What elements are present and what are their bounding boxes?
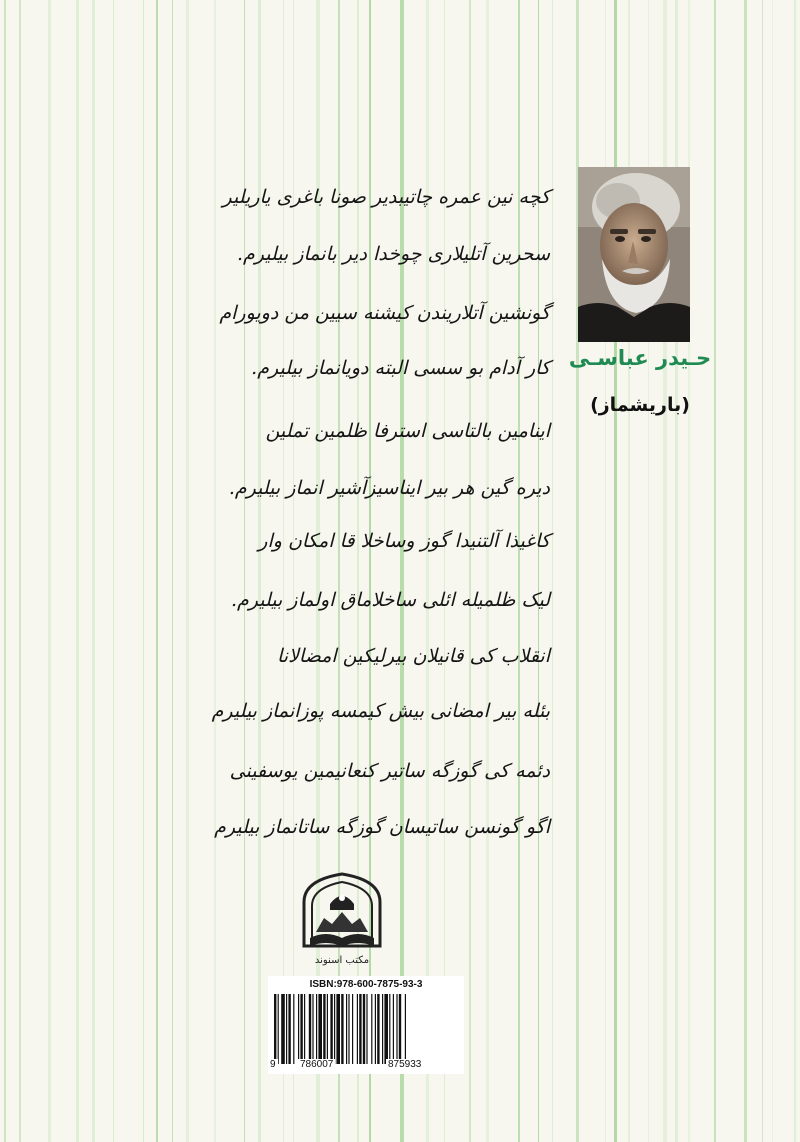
barcode-bar xyxy=(312,994,313,1064)
barcode-bar xyxy=(327,994,328,1064)
barcode-bar xyxy=(382,994,383,1064)
poem-line: لیک ظلمیله ائلی ساخلاماق اولماز بیلیرم. xyxy=(230,589,550,611)
poem-line: انقلاب کی قانیلان بیرلیکین امضالانا xyxy=(277,645,550,667)
poem-line: اگو گونسن ساتیسان گوزگه ساتانماز بیلیرم xyxy=(214,816,550,838)
background-stripe xyxy=(244,0,245,1142)
background-stripe xyxy=(762,0,763,1142)
background-stripe xyxy=(744,0,747,1142)
background-stripe xyxy=(469,0,471,1142)
barcode-bar xyxy=(384,994,388,1064)
barcode-bar xyxy=(334,994,335,1064)
background-stripe xyxy=(48,0,51,1142)
background-stripe xyxy=(400,0,404,1142)
barcode-bar xyxy=(357,994,358,1064)
barcode-bar xyxy=(363,994,365,1064)
background-stripe xyxy=(186,0,189,1142)
background-stripe xyxy=(258,0,261,1142)
background-stripe xyxy=(113,0,114,1142)
barcode-bar xyxy=(396,994,397,1064)
poem-line: اینامین بالتاسی استرفا ظلمین تملین xyxy=(265,420,550,442)
background-stripe xyxy=(76,0,79,1142)
barcode-bar xyxy=(316,994,317,1064)
barcode-digit-prefix: 9 xyxy=(270,1059,276,1070)
background-stripe xyxy=(486,0,489,1142)
background-stripe xyxy=(772,0,773,1142)
poem-line: کاغیذا آلتنیدا گوز وساخلا قا امکان وار xyxy=(258,530,550,552)
barcode-bar xyxy=(336,994,340,1064)
barcode-bar xyxy=(371,994,372,1064)
background-stripe xyxy=(143,0,144,1142)
barcode-bar xyxy=(399,994,401,1064)
publisher-logo-text: مکتب اسنوند xyxy=(314,955,370,966)
barcode-bar xyxy=(286,994,287,1064)
barcode-bar xyxy=(377,994,379,1064)
background-stripe xyxy=(4,0,6,1142)
poem-line: کار آدام بو سسی البته دویانماز بیلیرم. xyxy=(251,357,550,379)
barcode-bar xyxy=(346,994,347,1064)
barcode-bar xyxy=(375,994,376,1064)
poem-line: گونشین آتلاریندن کیشنه سیین من دویورام xyxy=(219,302,550,324)
barcode-bar xyxy=(281,994,285,1064)
poem-line: دئمه کی گوزگه ساتیر کنعانیمین یوسفینی xyxy=(229,760,550,782)
barcode-digits-group1: 786007 xyxy=(300,1059,334,1070)
poem-line: دیره گین هر بیر ایناسیزآشیر انماز بیلیرم. xyxy=(228,477,550,499)
barcode-bar xyxy=(274,994,276,1064)
barcode-bar xyxy=(278,994,279,1064)
background-stripe xyxy=(518,0,520,1142)
author-name: حـیدر عباسـی xyxy=(568,346,712,370)
barcode xyxy=(268,976,464,1074)
background-stripe xyxy=(156,0,158,1142)
background-stripe xyxy=(426,0,429,1142)
barcode-digits-group2: 875933 xyxy=(388,1059,422,1070)
author-pen-name: (باریشماز) xyxy=(590,394,690,416)
poem-line: سحرین آتلیلاری چوخدا دیر بانماز بیلیرم. xyxy=(236,243,550,265)
barcode-bar xyxy=(318,994,322,1064)
barcode-bar xyxy=(393,994,394,1064)
barcode-bar xyxy=(366,994,367,1064)
background-stripe xyxy=(552,0,553,1142)
barcode-bar xyxy=(288,994,290,1064)
background-stripe xyxy=(214,0,216,1142)
barcode-bars xyxy=(274,994,458,1064)
background-stripe xyxy=(92,0,95,1142)
background-stripe xyxy=(19,0,21,1142)
isbn-label: ISBN:978-600-7875-93-3 xyxy=(309,979,423,990)
barcode-bar xyxy=(359,994,361,1064)
background-stripe xyxy=(714,0,716,1142)
author-photo xyxy=(578,167,690,342)
poem-line: بئله بیر امضانی بیش کیمسه پوزانماز بیلیرم xyxy=(211,700,550,722)
barcode-bar xyxy=(300,994,302,1064)
poem-line: کچه نین عمره چاتیبدیر صونا باغری یاریلیر xyxy=(222,186,550,208)
background-stripe xyxy=(538,0,539,1142)
barcode-bar xyxy=(304,994,305,1064)
barcode-bar xyxy=(352,994,353,1064)
barcode-bar xyxy=(330,994,332,1064)
background-stripe xyxy=(444,0,445,1142)
barcode-bar xyxy=(298,994,299,1064)
barcode-bar xyxy=(348,994,349,1064)
barcode-bar xyxy=(341,994,343,1064)
barcode-bar xyxy=(405,994,406,1064)
background-stripe xyxy=(172,0,173,1142)
barcode-bar xyxy=(309,994,311,1064)
background-stripe xyxy=(283,0,284,1142)
barcode-bar xyxy=(323,994,325,1064)
background-stripe xyxy=(794,0,796,1142)
barcode-bar xyxy=(293,994,294,1064)
background-stripe xyxy=(293,0,294,1142)
barcode-bar xyxy=(389,994,390,1064)
